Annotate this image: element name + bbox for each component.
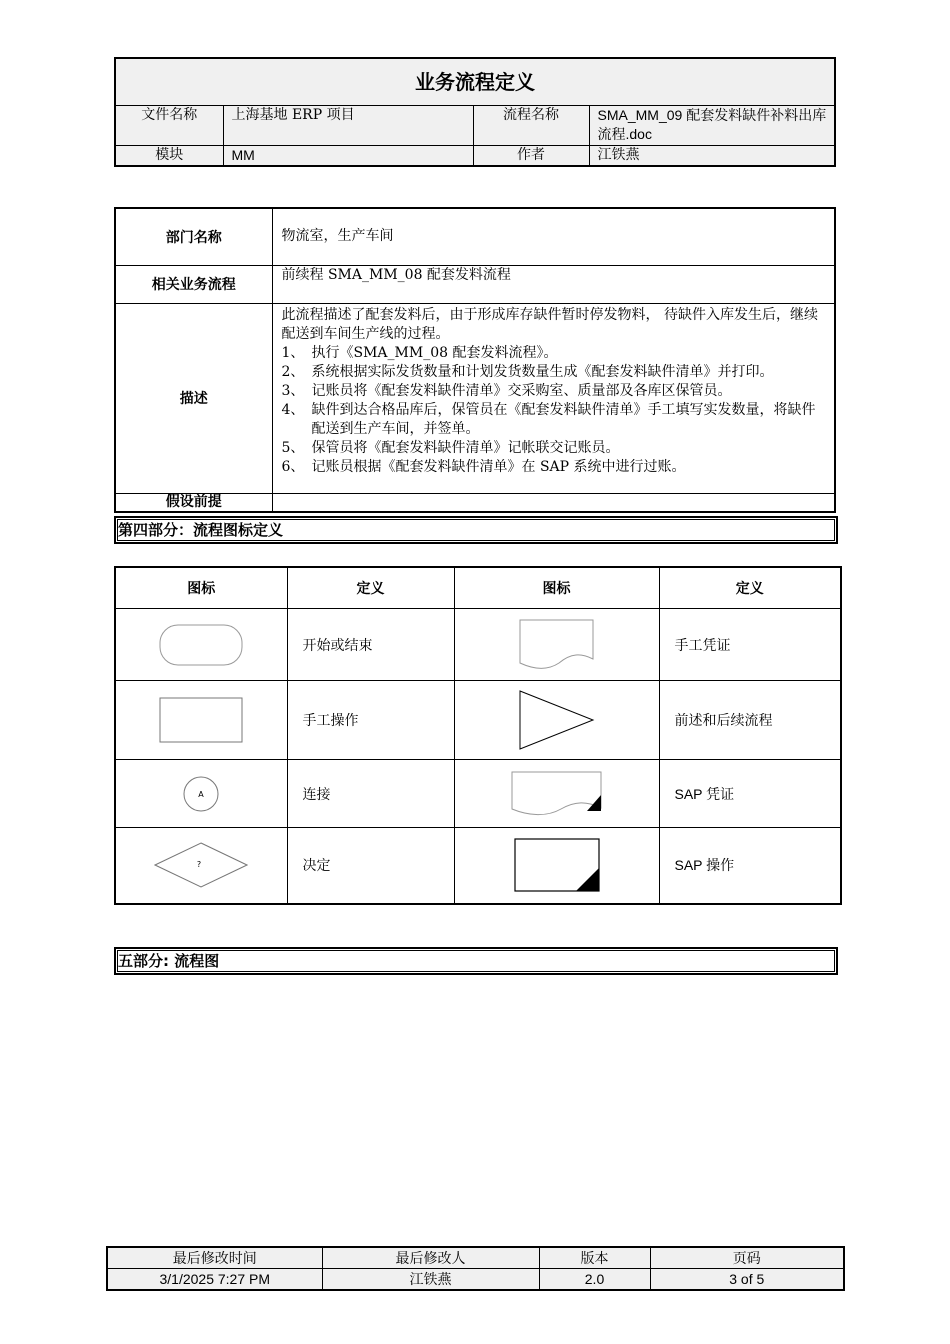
- definition-text: 开始或结束: [287, 609, 454, 681]
- process-info-table: [114, 207, 836, 513]
- module-value: MM: [223, 146, 473, 167]
- author-value: 江铁燕: [589, 146, 835, 167]
- description-intro: 此流程描述了配套发料后，由于形成库存缺件暂时停发物料， 待缺件入库发生后，继续配送到车间生产线的过程。: [281, 306, 818, 342]
- icon-definition-table: [114, 566, 842, 905]
- manual-operation-icon: [115, 681, 287, 760]
- definition-text: SAP 操作: [659, 828, 841, 904]
- definition-text: 手工操作: [287, 681, 454, 760]
- off-page-connector-icon: [454, 681, 659, 760]
- definition-text: SAP 凭证: [659, 760, 841, 828]
- page-number-value: 3 of 5: [650, 1269, 844, 1291]
- section-five-title: 五部分: 流程图: [114, 947, 838, 975]
- document-header-table: [114, 57, 836, 167]
- version-value: 2.0: [539, 1269, 650, 1291]
- document-title: 业务流程定义: [115, 58, 835, 106]
- description-item: 1、 执行《SMA_MM_08 配套发料流程》。: [281, 344, 558, 361]
- department-value: 物流室，生产车间: [272, 208, 835, 265]
- process-name-label: 流程名称: [473, 106, 589, 146]
- definition-column-header: 定义: [287, 567, 454, 609]
- description-item: 2、 系统根据实际发货数量和计划发货数量生成《配套发料缺件清单》并打印。: [281, 363, 774, 380]
- description-label: 描述: [115, 303, 272, 493]
- premise-value: [272, 493, 835, 512]
- file-name-value: 上海基地 ERP 项目: [223, 106, 473, 146]
- description-item: 6、 记账员根据《配套发料缺件清单》在 SAP 系统中进行过账。: [281, 458, 686, 475]
- section-four-title: 第四部分：流程图标定义: [114, 516, 838, 544]
- department-label: 部门名称: [115, 208, 272, 265]
- last-modified-time-value: 3/1/2025 7:27 PM: [107, 1269, 322, 1291]
- last-modified-by-value: 江铁燕: [322, 1269, 539, 1291]
- document-footer-table: [106, 1246, 845, 1291]
- connector-icon: [115, 760, 287, 828]
- file-name-label: 文件名称: [115, 106, 223, 146]
- definition-column-header: 定义: [659, 567, 841, 609]
- related-process-value: 前续程 SMA_MM_08 配套发料流程: [272, 265, 835, 303]
- definition-text: 手工凭证: [659, 609, 841, 681]
- manual-document-icon: [454, 609, 659, 681]
- icon-column-header: 图标: [115, 567, 287, 609]
- connector-letter: A: [198, 789, 204, 799]
- description-item: 4、 缺件到达合格品库后，保管员在《配套发料缺件清单》手工填写实发数量，将缺件配送到生产车间，并签单。: [281, 401, 816, 437]
- decision-mark: ?: [197, 860, 202, 870]
- terminator-icon: [115, 609, 287, 681]
- description-item: 3、 记账员将《配套发料缺件清单》交采购室、质量部及各库区保管员。: [281, 382, 732, 399]
- sap-operation-icon: [454, 828, 659, 904]
- related-process-label: 相关业务流程: [115, 265, 272, 303]
- icon-column-header: 图标: [454, 567, 659, 609]
- definition-text: 连接: [287, 760, 454, 828]
- process-name-value: SMA_MM_09 配套发料缺件补料出库流程.doc: [589, 106, 835, 146]
- module-label: 模块: [115, 146, 223, 167]
- last-modified-by-label: 最后修改人: [322, 1247, 539, 1269]
- decision-icon: [115, 828, 287, 904]
- version-label: 版本: [539, 1247, 650, 1269]
- last-modified-time-label: 最后修改时间: [107, 1247, 322, 1269]
- definition-text: 决定: [287, 828, 454, 904]
- definition-text: 前述和后续流程: [659, 681, 841, 760]
- author-label: 作者: [473, 146, 589, 167]
- sap-document-icon: [454, 760, 659, 828]
- page-number-label: 页码: [650, 1247, 844, 1269]
- premise-label: 假设前提: [115, 493, 272, 512]
- description-content: [272, 303, 835, 493]
- description-item: 5、 保管员将《配套发料缺件清单》记帐联交记账员。: [281, 439, 620, 456]
